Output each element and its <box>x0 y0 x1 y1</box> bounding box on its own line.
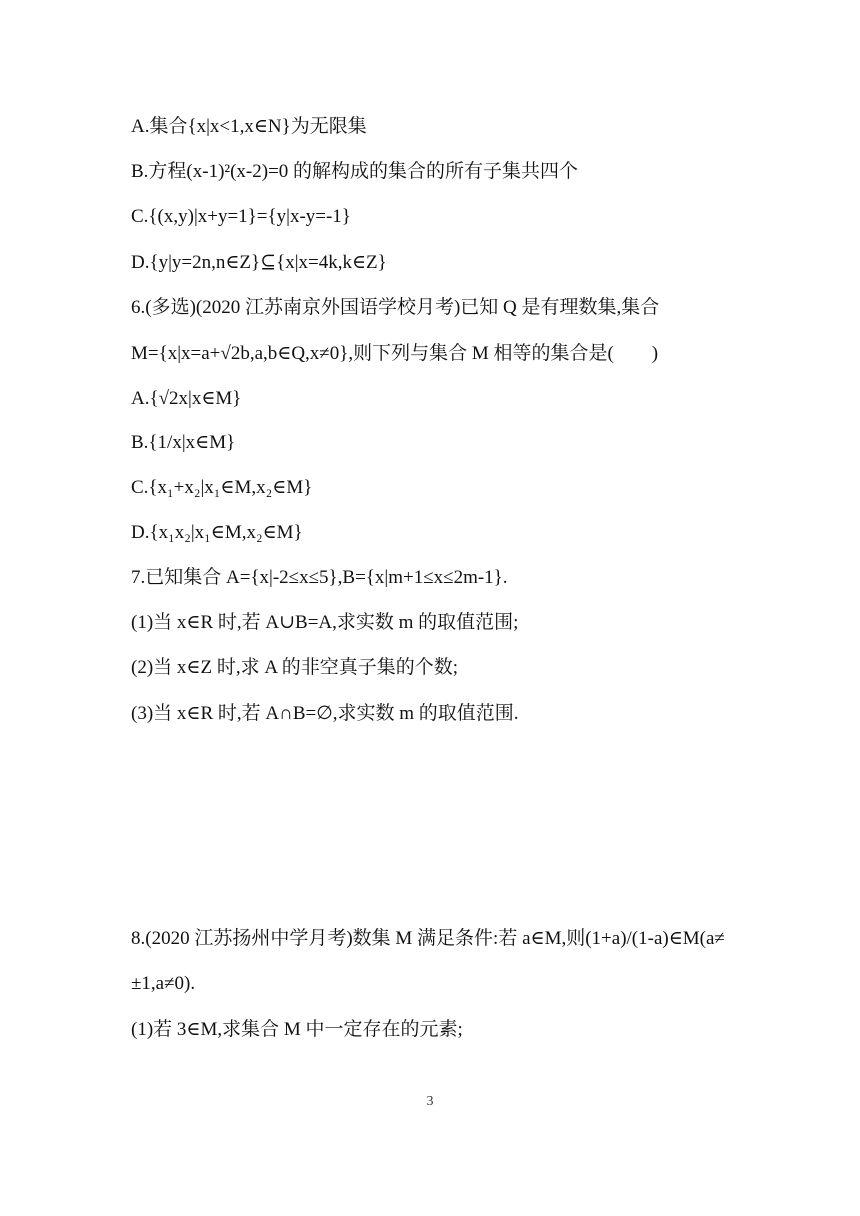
question-8-stem: 8.(2020 江苏扬州中学月考)数集 M 满足条件:若 a∈M,则(1+a)/(1-a)∈M(a≠ <box>131 928 725 949</box>
question-7-part-1: (1)当 x∈R 时,若 A∪B=A,求实数 m 的取值范围; <box>131 612 519 633</box>
question-6-stem: 6.(多选)(2020 江苏南京外国语学校月考)已知 Q 是有理数集,集合 <box>131 297 660 318</box>
option-6a: A.{√2x|x∈M} <box>131 388 242 409</box>
option-5a: A.集合{x|x<1,x∈N}为无限集 <box>131 116 367 137</box>
question-8-stem-cont: ±1,a≠0). <box>131 973 196 994</box>
option-5c: C.{(x,y)|x+y=1}={y|x-y=-1} <box>131 206 351 227</box>
question-7-stem: 7.已知集合 A={x|-2≤x≤5},B={x|m+1≤x≤2m-1}. <box>131 567 508 588</box>
option-6b: B.{1/x|x∈M} <box>131 432 236 453</box>
question-6-stem-cont: M={x|x=a+√2b,a,b∈Q,x≠0},则下列与集合 M 相等的集合是( ) <box>131 343 659 364</box>
option-5b: B.方程(x-1)²(x-2)=0 的解构成的集合的所有子集共四个 <box>131 161 579 182</box>
option-6c: C.{x₁+x₂|x₁∈M,x₂∈M} <box>131 477 313 498</box>
question-7-part-2: (2)当 x∈Z 时,求 A 的非空真子集的个数; <box>131 657 459 678</box>
option-5d: D.{y|y=2n,n∈Z}⊆{x|x=4k,k∈Z} <box>131 252 387 273</box>
question-8-part-1: (1)若 3∈M,求集合 M 中一定存在的元素; <box>131 1019 463 1040</box>
page-number: 3 <box>426 1094 434 1109</box>
question-7-part-3: (3)当 x∈R 时,若 A∩B=∅,求实数 m 的取值范围. <box>131 703 519 724</box>
option-6d: D.{x₁x₂|x₁∈M,x₂∈M} <box>131 522 303 543</box>
